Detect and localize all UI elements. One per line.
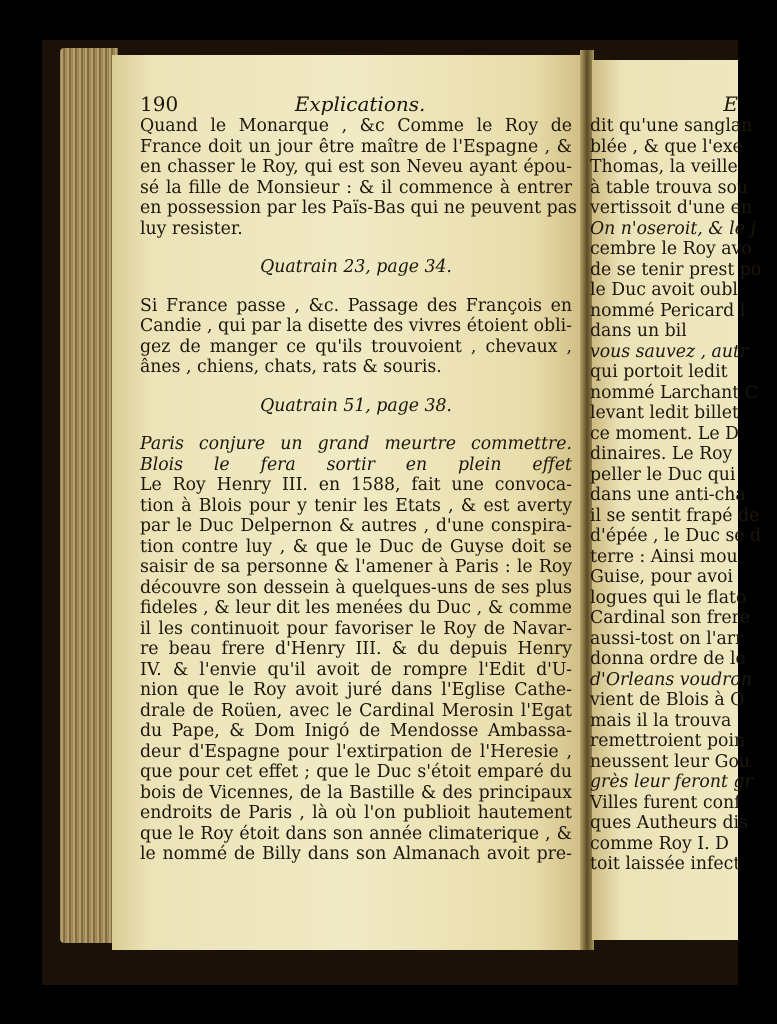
text-line: ce moment. Le D <box>590 423 739 444</box>
text-line: logues qui le flato <box>590 587 747 608</box>
text-line: en chasser le Roy, qui est son Neveu ayant épou- <box>140 157 572 177</box>
text-line: Blois le fera sortir en plein effet <box>140 454 572 475</box>
left-page-header <box>140 92 572 116</box>
text-line: France doit un jour être maître de l'Espagne , & <box>140 136 572 157</box>
text-line: luy resister. <box>140 218 243 239</box>
text-line: IV. & l'envie qu'il avoit de rompre l'Edit d'U- <box>140 659 572 680</box>
section-heading: Quatrain 23, page 34. <box>260 257 452 277</box>
text-line: drale de Roüen, avec le Cardinal Merosin l'Egat <box>140 700 572 721</box>
text-line: comme Roy I. D <box>590 833 729 854</box>
text-line: que pour cet effet ; que le Duc s'étoit emparé du <box>140 762 572 782</box>
text-line: mais il la trouva <box>590 710 732 731</box>
text-line: dans une anti-cha <box>590 485 746 505</box>
text-line: à table trouva sou <box>590 177 749 198</box>
text-line: ques Autheurs dis <box>590 813 748 833</box>
text-line: Guise, pour avoi <box>590 567 733 587</box>
text-line: qui portoit ledit <box>590 362 728 382</box>
text-line: donna ordre de le <box>590 649 746 669</box>
text-line: vous sauvez , autr <box>590 341 749 362</box>
text-line: tion contre luy , & que le Duc de Guyse doit se <box>140 536 572 557</box>
text-line: par le Duc Delpernon & autres , d'une conspira- <box>140 516 572 536</box>
page-number: 190 <box>140 92 179 116</box>
text-line: vient de Blois à O <box>590 690 745 710</box>
text-line: il les continuoit pour favoriser le Roy de Navar- <box>140 618 572 639</box>
text-line: sé la fille de Monsieur : & il commence à entrer <box>140 177 572 198</box>
text-line: découvre son dessein à quelques-uns de ses plus <box>140 577 572 598</box>
page-stack-edge <box>60 48 118 943</box>
text-line: saisir de sa personne & l'amener à Paris : le Roy <box>140 557 572 577</box>
text-line: On n'oseroit, & le j <box>590 218 756 239</box>
text-line: ânes , chiens, chats, rats & souris. <box>140 357 442 377</box>
text-line: dit qu'une sanglan <box>590 116 753 136</box>
text-line: de se tenir prest po <box>590 259 762 280</box>
right-page-body <box>590 116 762 875</box>
text-line: Paris conjure un grand meurtre commettre. <box>140 434 572 454</box>
text-line: cembre le Roy avo <box>590 239 752 259</box>
text-line: fideles , & leur dit les menées du Duc , & comme <box>140 598 572 618</box>
text-line: toit laissée infect <box>590 854 741 874</box>
text-line: Cardinal son frere <box>590 608 751 628</box>
text-line: le nommé de Billy dans son Almanach avoit pre- <box>140 844 572 864</box>
text-line: vertissoit d'une en <box>590 198 752 218</box>
spacer <box>140 378 572 396</box>
text-line: Thomas, la veille <box>590 157 738 177</box>
text-line: terre : Ainsi mou <box>590 546 738 567</box>
text-line: deur d'Espagne pour l'extirpation de l'Heresie , <box>140 741 572 762</box>
text-line: blée , & que l'exe <box>590 136 743 157</box>
text-line: le Duc avoit oubl <box>590 280 738 300</box>
left-page-text <box>140 92 577 865</box>
text-line: remettroient poin <box>590 731 746 751</box>
text-line: d'Orleans voudron <box>590 669 752 690</box>
spacer <box>140 239 572 257</box>
text-line: du Pape, & Dom Inigó de Mendosse Ambassa- <box>140 721 572 741</box>
text-line: Le Roy Henry III. en 1588, fait une convoca- <box>140 475 572 495</box>
text-line: d'épée , le Duc se d <box>590 526 762 546</box>
right-page-header: E <box>723 92 738 116</box>
text-line: Quand le Monarque , &c Comme le Roy de <box>140 116 572 136</box>
text-line: endroits de Paris , là où l'on publioit hautement <box>140 803 572 823</box>
text-line: dans un bil <box>590 321 687 341</box>
text-line: neussent leur Gou <box>590 751 750 772</box>
section-heading: Quatrain 51, page 38. <box>260 395 452 416</box>
text-line: levant ledit billet <box>590 403 739 423</box>
text-line: re beau frere d'Henry III. & du depuis Henry <box>140 639 572 659</box>
text-line: bois de Vicennes, de la Bastille & des principaux <box>140 782 572 803</box>
text-line: dinaires. Le Roy <box>590 444 733 464</box>
text-line: en possession par les Païs-Bas qui ne peuvent pas <box>140 198 577 218</box>
text-line: grès leur feront gr <box>590 772 753 792</box>
running-title: Explications. <box>294 92 426 116</box>
right-page-text <box>590 92 762 875</box>
left-page-body <box>140 116 577 865</box>
text-line: peller le Duc qui <box>590 464 736 485</box>
text-line: nion que le Roy avoit juré dans l'Eglise Cathe- <box>140 680 572 700</box>
text-line: nommé Larchant C <box>590 382 758 403</box>
spacer <box>140 278 572 296</box>
spacer <box>140 416 572 434</box>
text-line: que le Roy étoit dans son année climaterique , & <box>140 823 572 844</box>
text-line: aussi-tost on l'arr <box>590 628 744 649</box>
text-line: Candie , qui par la disette des vivres étoient obli- <box>140 316 572 336</box>
text-line: il se sentit frapé de <box>590 505 760 526</box>
text-line: tion à Blois pour y tenir les Etats , & est averty <box>140 495 572 516</box>
text-line: nommé Pericard l <box>590 300 746 321</box>
text-line: Villes furent conf <box>590 792 741 813</box>
text-line: Si France passe , &c. Passage des François en <box>140 295 572 316</box>
text-line: gez de manger ce qu'ils trouvoient , chevaux , <box>140 336 572 357</box>
